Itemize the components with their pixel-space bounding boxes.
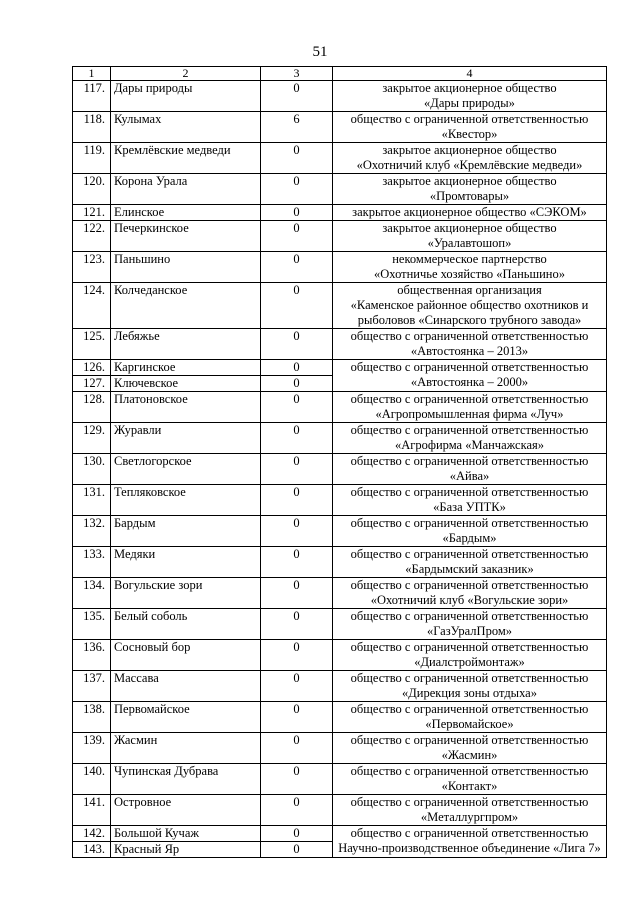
ground-name: Печеркинское bbox=[111, 221, 261, 252]
row-number: 137. bbox=[73, 671, 111, 702]
organization: общественная организация «Каменское районное общество охотников и рыболовов «Синарского трубного завода» bbox=[333, 283, 607, 329]
table-row bbox=[73, 578, 607, 609]
row-number: 120. bbox=[73, 174, 111, 205]
ground-name: Платоновское bbox=[111, 392, 261, 423]
table-row bbox=[73, 671, 607, 702]
row-number: 135. bbox=[73, 609, 111, 640]
organization: некоммерческое партнерство «Охотничье хозяйство «Паньшино» bbox=[333, 252, 607, 283]
ground-name: Тепляковское bbox=[111, 485, 261, 516]
row-number: 126. bbox=[73, 360, 111, 376]
header-row bbox=[73, 67, 607, 81]
row-number: 139. bbox=[73, 733, 111, 764]
table-row bbox=[73, 640, 607, 671]
ground-name: Каргинское bbox=[111, 360, 261, 376]
ground-name: Медяки bbox=[111, 547, 261, 578]
quantity: 0 bbox=[261, 221, 333, 252]
row-number: 132. bbox=[73, 516, 111, 547]
table-row bbox=[73, 795, 607, 826]
ground-name: Вогульские зори bbox=[111, 578, 261, 609]
ground-name: Жасмин bbox=[111, 733, 261, 764]
quantity: 0 bbox=[261, 454, 333, 485]
quantity: 6 bbox=[261, 112, 333, 143]
organization: общество с ограниченной ответственностью «Первомайское» bbox=[333, 702, 607, 733]
hunting-grounds-table bbox=[72, 66, 607, 858]
table-row bbox=[73, 609, 607, 640]
ground-name: Массава bbox=[111, 671, 261, 702]
row-number: 138. bbox=[73, 702, 111, 733]
row-number: 141. bbox=[73, 795, 111, 826]
table-row bbox=[73, 112, 607, 143]
organization: общество с ограниченной ответственностью «База УПТК» bbox=[333, 485, 607, 516]
row-number: 119. bbox=[73, 143, 111, 174]
row-number: 133. bbox=[73, 547, 111, 578]
table-row bbox=[73, 360, 607, 376]
quantity: 0 bbox=[261, 671, 333, 702]
ground-name: Красный Яр bbox=[111, 842, 261, 858]
ground-name: Чупинская Дубрава bbox=[111, 764, 261, 795]
quantity: 0 bbox=[261, 795, 333, 826]
ground-name: Белый соболь bbox=[111, 609, 261, 640]
ground-name: Паньшино bbox=[111, 252, 261, 283]
row-number: 121. bbox=[73, 205, 111, 221]
table-row bbox=[73, 252, 607, 283]
ground-name: Лебяжье bbox=[111, 329, 261, 360]
ground-name: Дары природы bbox=[111, 81, 261, 112]
ground-name: Кулымах bbox=[111, 112, 261, 143]
header-col-4: 4 bbox=[333, 67, 607, 81]
row-number: 123. bbox=[73, 252, 111, 283]
organization: общество с ограниченной ответственностью «Автостоянка – 2000» bbox=[333, 360, 607, 392]
ground-name: Журавли bbox=[111, 423, 261, 454]
quantity: 0 bbox=[261, 733, 333, 764]
row-number: 131. bbox=[73, 485, 111, 516]
quantity: 0 bbox=[261, 640, 333, 671]
table-row bbox=[73, 81, 607, 112]
organization: общество с ограниченной ответственностью «Диалстроймонтаж» bbox=[333, 640, 607, 671]
ground-name: Колчеданское bbox=[111, 283, 261, 329]
ground-name: Первомайское bbox=[111, 702, 261, 733]
quantity: 0 bbox=[261, 81, 333, 112]
organization: общество с ограниченной ответственностью «Агрофирма «Манчажская» bbox=[333, 423, 607, 454]
quantity: 0 bbox=[261, 252, 333, 283]
row-number: 118. bbox=[73, 112, 111, 143]
organization: общество с ограниченной ответственностью «Квестор» bbox=[333, 112, 607, 143]
quantity: 0 bbox=[261, 205, 333, 221]
ground-name: Кремлёвские медведи bbox=[111, 143, 261, 174]
table-row bbox=[73, 764, 607, 795]
organization: общество с ограниченной ответственностью «Автостоянка – 2013» bbox=[333, 329, 607, 360]
table-row bbox=[73, 485, 607, 516]
organization: общество с ограниченной ответственностью «Дирекция зоны отдыха» bbox=[333, 671, 607, 702]
table-row bbox=[73, 392, 607, 423]
table-row bbox=[73, 329, 607, 360]
quantity: 0 bbox=[261, 609, 333, 640]
ground-name: Светлогорское bbox=[111, 454, 261, 485]
organization: общество с ограниченной ответственностью «Бардым» bbox=[333, 516, 607, 547]
row-number: 134. bbox=[73, 578, 111, 609]
organization: общество с ограниченной ответственностью «Металлургпром» bbox=[333, 795, 607, 826]
ground-name: Сосновый бор bbox=[111, 640, 261, 671]
table-row bbox=[73, 547, 607, 578]
row-number: 124. bbox=[73, 283, 111, 329]
row-number: 127. bbox=[73, 376, 111, 392]
table-row bbox=[73, 283, 607, 329]
header-col-2: 2 bbox=[111, 67, 261, 81]
ground-name: Большой Кучаж bbox=[111, 826, 261, 842]
quantity: 0 bbox=[261, 485, 333, 516]
ground-name: Корона Урала bbox=[111, 174, 261, 205]
table-row bbox=[73, 221, 607, 252]
ground-name: Бардым bbox=[111, 516, 261, 547]
table-row bbox=[73, 826, 607, 842]
table-row bbox=[73, 174, 607, 205]
quantity: 0 bbox=[261, 578, 333, 609]
table-row bbox=[73, 205, 607, 221]
quantity: 0 bbox=[261, 360, 333, 376]
page-number: 51 bbox=[312, 44, 328, 60]
quantity: 0 bbox=[261, 702, 333, 733]
organization: общество с ограниченной ответственностью Научно-производственное объединение «Лига 7» bbox=[333, 826, 607, 858]
quantity: 0 bbox=[261, 143, 333, 174]
quantity: 0 bbox=[261, 826, 333, 842]
organization: общество с ограниченной ответственностью «Жасмин» bbox=[333, 733, 607, 764]
organization: общество с ограниченной ответственностью «Агропромышленная фирма «Луч» bbox=[333, 392, 607, 423]
row-number: 129. bbox=[73, 423, 111, 454]
row-number: 130. bbox=[73, 454, 111, 485]
organization: закрытое акционерное общество «Уралавтошоп» bbox=[333, 221, 607, 252]
organization: закрытое акционерное общество «Промтовары» bbox=[333, 174, 607, 205]
row-number: 136. bbox=[73, 640, 111, 671]
table-row bbox=[73, 454, 607, 485]
organization: общество с ограниченной ответственностью «Контакт» bbox=[333, 764, 607, 795]
row-number: 122. bbox=[73, 221, 111, 252]
organization: общество с ограниченной ответственностью «Айва» bbox=[333, 454, 607, 485]
quantity: 0 bbox=[261, 174, 333, 205]
quantity: 0 bbox=[261, 547, 333, 578]
organization: закрытое акционерное общество «СЭКОМ» bbox=[333, 205, 607, 221]
table-row bbox=[73, 143, 607, 174]
row-number: 140. bbox=[73, 764, 111, 795]
ground-name: Елинское bbox=[111, 205, 261, 221]
organization: общество с ограниченной ответственностью «Охотничий клуб «Вогульские зори» bbox=[333, 578, 607, 609]
organization: общество с ограниченной ответственностью «ГазУралПром» bbox=[333, 609, 607, 640]
quantity: 0 bbox=[261, 376, 333, 392]
organization: закрытое акционерное общество «Дары природы» bbox=[333, 81, 607, 112]
table-row bbox=[73, 702, 607, 733]
organization: общество с ограниченной ответственностью «Бардымский заказник» bbox=[333, 547, 607, 578]
ground-name: Ключевское bbox=[111, 376, 261, 392]
quantity: 0 bbox=[261, 423, 333, 454]
row-number: 143. bbox=[73, 842, 111, 858]
organization: закрытое акционерное общество «Охотничий клуб «Кремлёвские медведи» bbox=[333, 143, 607, 174]
header-col-3: 3 bbox=[261, 67, 333, 81]
quantity: 0 bbox=[261, 516, 333, 547]
quantity: 0 bbox=[261, 329, 333, 360]
quantity: 0 bbox=[261, 392, 333, 423]
row-number: 142. bbox=[73, 826, 111, 842]
table-row bbox=[73, 516, 607, 547]
table-row bbox=[73, 733, 607, 764]
quantity: 0 bbox=[261, 764, 333, 795]
ground-name: Островное bbox=[111, 795, 261, 826]
row-number: 128. bbox=[73, 392, 111, 423]
header-col-1: 1 bbox=[73, 67, 111, 81]
table-row bbox=[73, 423, 607, 454]
row-number: 117. bbox=[73, 81, 111, 112]
quantity: 0 bbox=[261, 283, 333, 329]
quantity: 0 bbox=[261, 842, 333, 858]
row-number: 125. bbox=[73, 329, 111, 360]
